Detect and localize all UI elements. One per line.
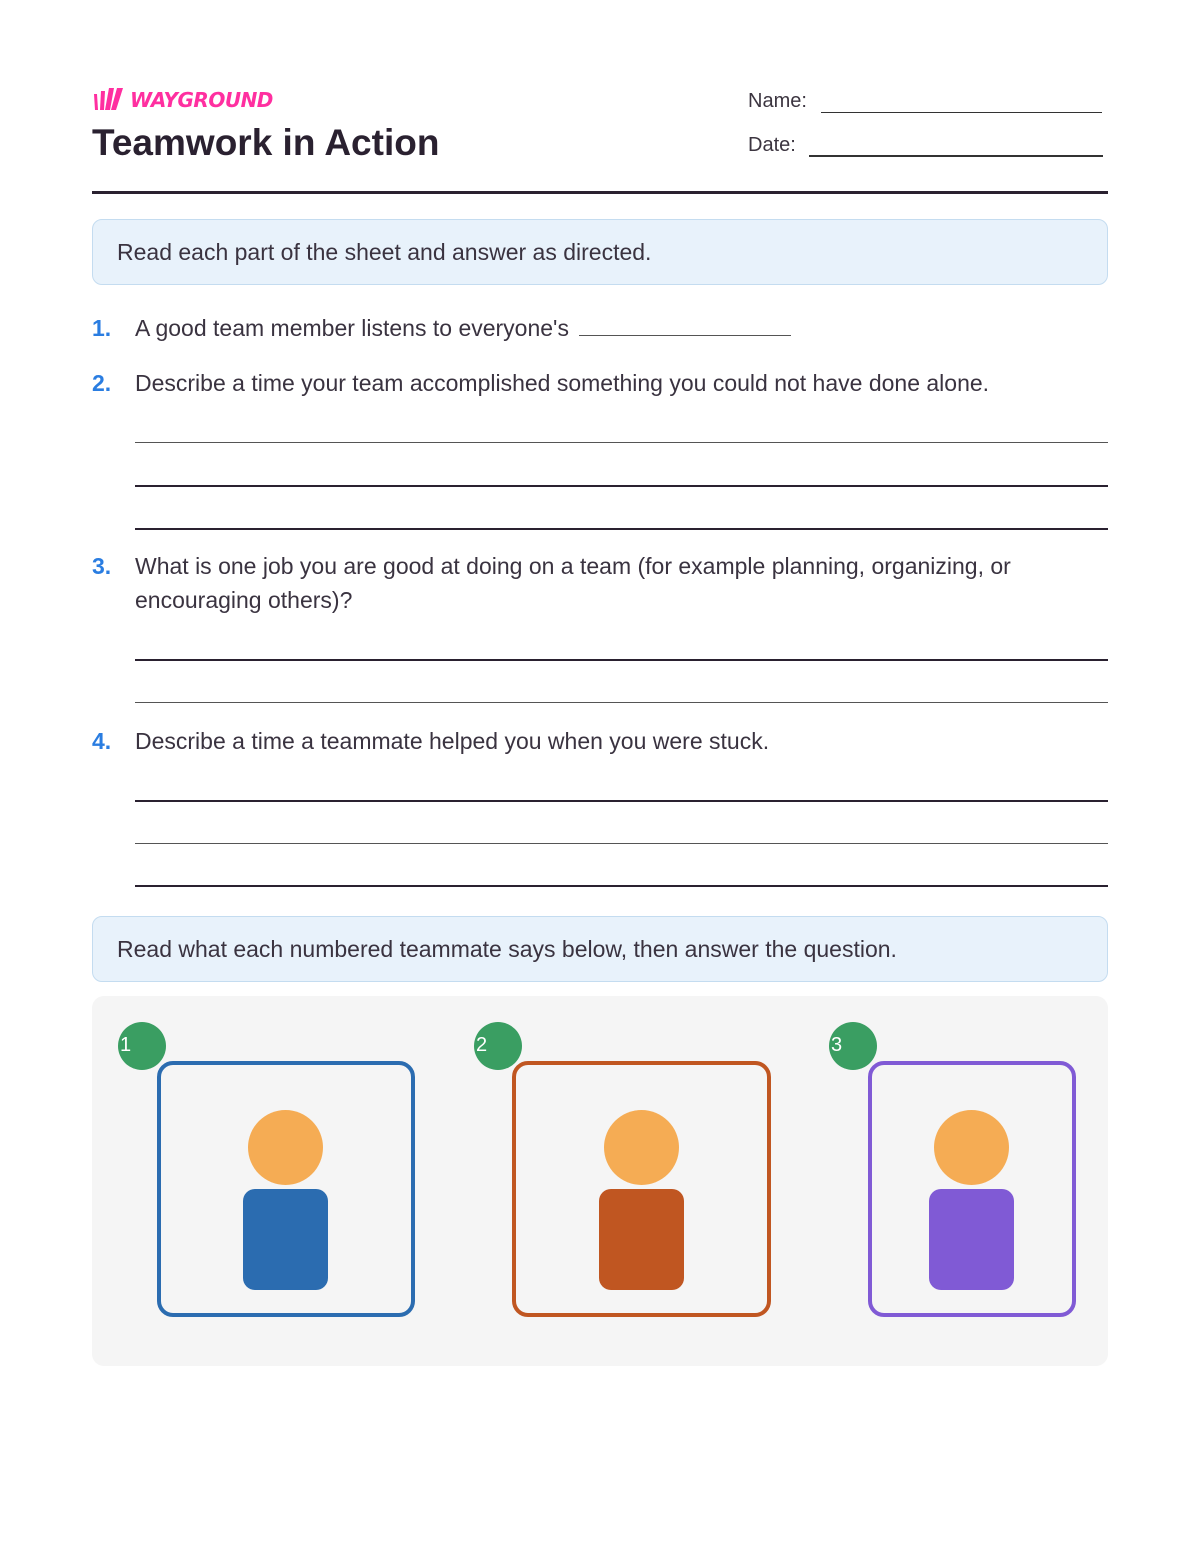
person-icon-body (243, 1189, 328, 1290)
brand-logo (92, 87, 273, 113)
instructions-banner: Read each part of the sheet and answer as directed. (92, 219, 1108, 285)
answer-line[interactable] (135, 528, 1108, 530)
person-icon-head (604, 1110, 679, 1185)
answer-line[interactable] (135, 885, 1108, 887)
question-text: A good team member listens to everyone's (135, 315, 569, 341)
header-divider (92, 191, 1108, 194)
answer-line[interactable] (135, 442, 1108, 443)
name-row (748, 90, 1102, 113)
teammate-number-badge: 3 (829, 1022, 877, 1070)
person-icon-body (599, 1189, 684, 1290)
person-icon-head (248, 1110, 323, 1185)
question-3 (92, 549, 1108, 617)
question-text: Describe a time your team accomplished something you could not have done alone. (135, 370, 990, 396)
answer-line[interactable] (135, 702, 1108, 703)
question-2 (92, 366, 1108, 400)
teammates-instructions-banner: Read what each numbered teammate says below, then answer the question. (92, 916, 1108, 982)
question-4 (92, 724, 1108, 758)
logo-wordmark: WAYGROUND (130, 88, 273, 112)
person-icon-body (929, 1189, 1014, 1290)
question-number: 1. (92, 315, 112, 341)
answer-line[interactable] (135, 659, 1108, 661)
person-icon-head (934, 1110, 1009, 1185)
teammate-number-badge: 2 (474, 1022, 522, 1070)
name-label: Name: (748, 90, 807, 112)
answer-line[interactable] (135, 800, 1108, 802)
question-1 (92, 311, 1108, 345)
fill-in-blank[interactable] (579, 312, 791, 336)
question-text: Describe a time a teammate helped you when you were stuck. (135, 728, 770, 754)
name-field[interactable] (821, 91, 1102, 113)
page-title: Teamwork in Action (92, 122, 440, 163)
question-number: 4. (92, 728, 112, 754)
date-label: Date: (748, 134, 796, 156)
answer-line[interactable] (135, 843, 1108, 844)
answer-line[interactable] (135, 485, 1108, 487)
date-row (748, 134, 1103, 157)
question-text: What is one job you are good at doing on a team (for example planning, organizing, or encouraging others)? (135, 553, 1011, 613)
question-number: 3. (92, 553, 112, 579)
question-number: 2. (92, 370, 112, 396)
teammate-number-badge: 1 (118, 1022, 166, 1070)
date-field[interactable] (809, 135, 1103, 157)
wayground-logo-icon (92, 88, 124, 112)
